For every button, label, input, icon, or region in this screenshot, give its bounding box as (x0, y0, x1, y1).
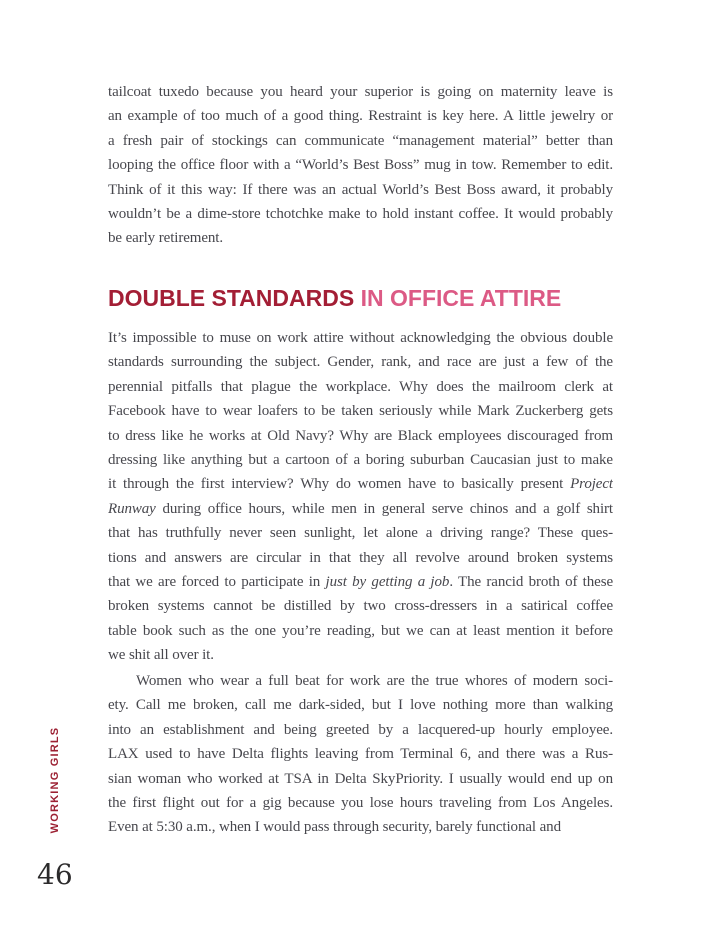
text-segment: we shit all over it. (108, 647, 214, 664)
text-line (108, 594, 613, 618)
text-segment: table book such as the one you’re reading, but we can at least mention it before (108, 622, 613, 639)
text-segment: wouldn’t be a dime-store tchotchke make to hold instant coffee. It would probably (108, 205, 613, 222)
page-number: 46 (37, 858, 73, 891)
text-segment: Even at 5:30 a.m., when I would pass through security, barely functional and (108, 819, 561, 836)
text-line (108, 104, 613, 128)
text-line (108, 643, 613, 667)
text-line (108, 178, 613, 202)
text-segment: the first flight out for a gig because you lose hours traveling from Los Angeles. (108, 794, 613, 811)
text-line (108, 80, 613, 104)
text-line (108, 693, 613, 717)
text-line (108, 153, 613, 177)
text-line (108, 202, 613, 226)
text-segment: it through the first interview? Why do women have to basically present (108, 476, 571, 493)
text-segment: looping the office floor with a “World’s Best Boss” mug in tow. Remember to edit. (108, 157, 613, 174)
text-line (108, 399, 613, 423)
text-segment: Women who wear a full beat for work are the true whores of modern soci- (136, 673, 613, 689)
text-line (108, 350, 613, 374)
heading-secondary-text: IN OFFICE ATTIRE (360, 285, 562, 311)
text-segment: Facebook have to wear loafers to be taken seriously while Mark Zuckerberg gets (108, 403, 613, 420)
text-segment: tions and answers are circular in that they all revolve around broken systems (108, 549, 613, 566)
text-line (108, 424, 613, 448)
text-segment: to dress like he works at Old Navy? Why are Black employees discouraged from (108, 427, 613, 444)
paragraph (108, 669, 613, 840)
text-line (108, 742, 613, 766)
text-line (108, 375, 613, 399)
text-line (108, 129, 613, 153)
text-line (108, 497, 613, 521)
text-segment: ety. Call me broken, call me dark-sided, but I love nothing more than walking (108, 697, 613, 714)
text-line (108, 791, 613, 815)
text-segment: LAX used to have Delta flights leaving from Terminal 6, and there was a Rus- (108, 746, 613, 763)
text-line (108, 448, 613, 472)
running-header-vertical: WORKING GIRLS (49, 726, 61, 834)
text-line (108, 619, 613, 643)
text-line (108, 718, 613, 742)
text-line (108, 669, 613, 693)
text-segment: that has truthfully never seen sunlight, let alone a driving range? These ques- (108, 525, 613, 542)
text-segment: into an establishment and being greeted by a lacquered-up hourly employee. (108, 721, 613, 738)
text-line (108, 326, 613, 350)
text-line (108, 767, 613, 791)
text-segment: broken systems cannot be distilled by two cross-dressers in a satirical coffee (108, 598, 613, 615)
text-segment: that we are forced to participate in (108, 573, 326, 590)
text-line (108, 226, 613, 250)
text-segment: an example of too much of a good thing. Restraint is key here. A little jewelry or (108, 108, 613, 125)
text-segment: dressing like anything but a cartoon of a boring suburban Caucasian just to make (108, 451, 613, 468)
text-line (108, 472, 613, 496)
text-segment: tailcoat tuxedo because you heard your superior is going on maternity leave is (108, 84, 613, 100)
text-segment: perennial pitfalls that plague the workplace. Why does the mailroom clerk at (108, 378, 613, 395)
text-segment: be early retirement. (108, 230, 224, 247)
text-segment: sian woman who worked at TSA in Delta SkyPriority. I usually would end up on (108, 770, 613, 787)
text-line (108, 815, 613, 839)
text-segment: during office hours, while men in general serve chinos and a golf shirt (155, 500, 613, 517)
paragraph (108, 80, 613, 251)
italic-text-segment: Project (570, 476, 613, 493)
text-segment: It’s impossible to muse on work attire without acknowledging the obvious double (108, 330, 613, 346)
text-line (108, 546, 613, 570)
paragraph (108, 326, 613, 667)
italic-text-segment: Runway (108, 500, 156, 517)
text-line (108, 570, 613, 594)
text-segment: Think of it this way: If there was an actual World’s Best Boss award, it probably (108, 181, 613, 198)
text-segment: standards surrounding the subject. Gender, rank, and race are just a few of the (108, 354, 613, 371)
text-segment: . The rancid broth of these (449, 573, 613, 590)
text-segment: a fresh pair of stockings can communicate “management material” better than (108, 132, 613, 149)
text-line (108, 521, 613, 545)
italic-text-segment: just by getting a job (325, 573, 450, 590)
heading-primary-text: DOUBLE STANDARDS (108, 285, 355, 311)
